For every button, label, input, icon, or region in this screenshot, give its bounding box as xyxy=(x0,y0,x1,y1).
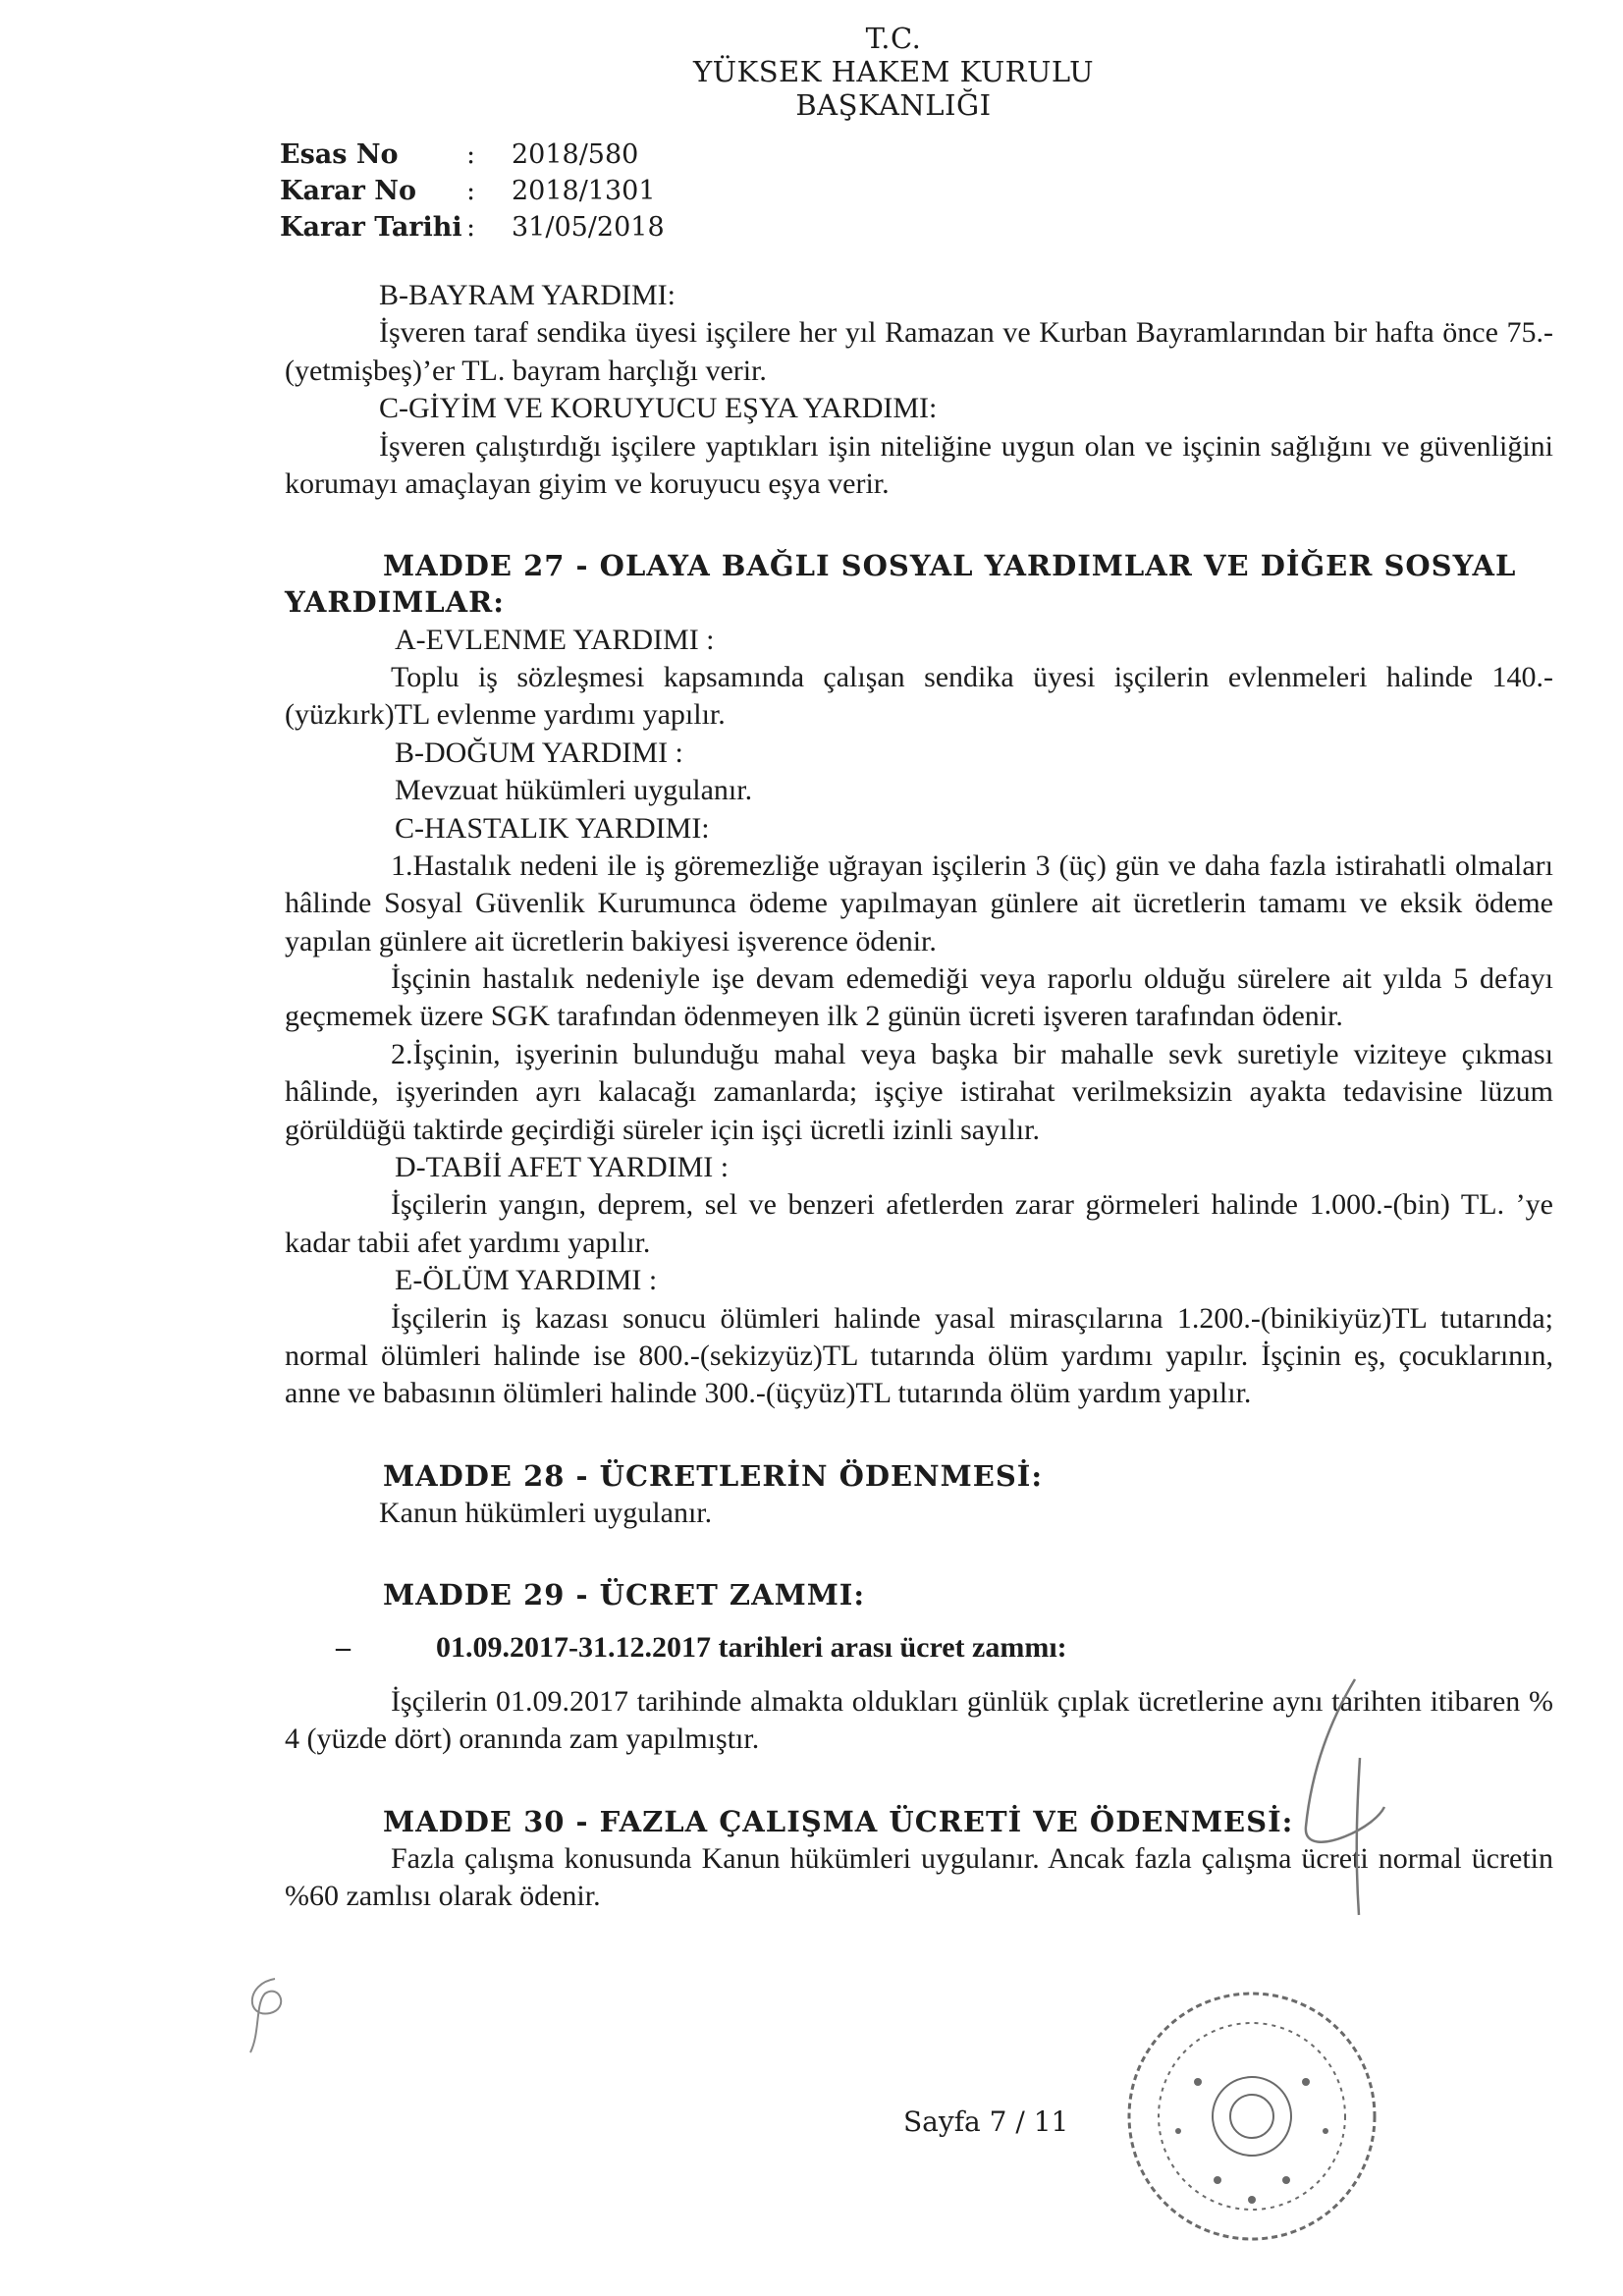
header-tc: T.C. xyxy=(865,22,922,55)
meta-row-karar xyxy=(280,174,665,210)
section-d-tabii-text: İşçilerin yangın, deprem, sel ve benzeri afetlerden zarar görmeleri halinde 1.000.-(bin) TL. ’ye kadar tabii afet yardımı yapılır. xyxy=(285,1188,1553,1259)
madde-29-title: MADDE 29 - ÜCRET ZAMMI: xyxy=(383,1578,866,1613)
section-c-hastalik-title: C-HASTALIK YARDIMI: xyxy=(395,811,710,845)
meta-label: Karar No xyxy=(280,175,416,206)
madde-30-text: Fazla çalışma konusunda Kanun hükümleri uygulanır. Ancak fazla çalışma ücreti normal ücretin %60 zamlısı olarak ödenir. xyxy=(285,1841,1553,1913)
meta-row-tarih xyxy=(280,210,665,246)
meta-label: Karar Tarihi xyxy=(280,211,462,243)
section-b-bayram-title: B-BAYRAM YARDIMI: xyxy=(379,279,676,311)
madde-28-title: MADDE 28 - ÜCRETLERİN ÖDENMESİ: xyxy=(383,1458,1044,1493)
madde-27-title-cont: YARDIMLAR: xyxy=(285,585,505,620)
signature-mark xyxy=(1286,1669,1394,1925)
section-a-evlenme-title: A-EVLENME YARDIMI : xyxy=(395,623,715,656)
section-b-dogum-text: Mevzuat hükümleri uygulanır. xyxy=(395,774,753,807)
madde-29-subheading-text: 01.09.2017-31.12.2017 tarihleri arası ücret zammı: xyxy=(436,1631,1067,1665)
page-number: Sayfa 7 / 11 xyxy=(903,2105,1069,2138)
madde-27-title: MADDE 27 - OLAYA BAĞLI SOSYAL YARDIMLAR VE DİĞER SOSYAL xyxy=(383,549,1517,583)
header-presidency: BAŞKANLIĞI xyxy=(795,88,992,123)
meta-colon: : xyxy=(466,139,476,170)
section-e-olum-title: E-ÖLÜM YARDIMI : xyxy=(395,1264,658,1297)
section-c-hastalik-p2: İşçinin hastalık nedeniyle işe devam edemediği veya raporlu olduğu sürelere ait yılda 5 defayı geçmemek üzere SGK tarafından ödenmeyen ilk 2 günün ücreti işveren tarafından ödenir. xyxy=(285,962,1553,1033)
meta-colon: : xyxy=(466,175,476,206)
section-d-tabii-title: D-TABİİ AFET YARDIMI : xyxy=(395,1151,730,1184)
madde-29-text: İşçilerin 01.09.2017 tarihinde almakta oldukları günlük çıplak ücretlerine aynı tarihten itibaren % 4 (yüzde dört) oranında zam yapılmıştır. xyxy=(285,1684,1553,1756)
section-c-giyim-title: C-GİYİM VE KORUYUCU EŞYA YARDIMI: xyxy=(379,392,938,425)
meta-label: Esas No xyxy=(280,139,399,170)
section-c-hastalik-p1: 1.Hastalık nedeni ile iş göremezliğe uğrayan işçilerin 3 (üç) gün ve daha fazla istirahatli olmaları hâlinde Sosyal Güvenlik Kurumunca ödeme yapılmayan günlere ait ücretlerin tamamı ve eksik ödeme yapılan günlere ait ücretlerin bakiyesi işverence ödenir. xyxy=(285,848,1553,957)
meta-row-esas xyxy=(280,137,665,174)
meta-value: 2018/1301 xyxy=(512,175,656,206)
case-meta xyxy=(280,137,665,246)
section-b-dogum-title: B-DOĞUM YARDIMI : xyxy=(395,736,683,769)
meta-colon: : xyxy=(466,211,476,243)
meta-value: 31/05/2018 xyxy=(512,211,665,243)
header-institution: YÜKSEK HAKEM KURULU xyxy=(692,55,1095,89)
section-b-bayram-text: İşveren taraf sendika üyesi işçilere her yıl Ramazan ve Kurban Bayramlarından bir hafta önce 75.-(yetmişbeş)’er TL. bayram harçlığı verir. xyxy=(285,316,1553,387)
madde-30-title: MADDE 30 - FAZLA ÇALIŞMA ÜCRETİ VE ÖDENMESİ: xyxy=(383,1804,1294,1838)
meta-value: 2018/580 xyxy=(512,139,639,170)
initials-mark xyxy=(236,1974,304,2062)
section-c-hastalik-p3: 2.İşçinin, işyerinin bulunduğu mahal veya başka bir mahalle sevk suretiyle viziteye çıkması hâlinde, işyerinden ayrı kalacağı zamanlarda; işçiye istirahat verilmeksizin ayakta tedavisine lüzum görüldüğü taktirde geçirdiği süreler için işçi ücretli izinli sayılır. xyxy=(285,1037,1553,1146)
official-stamp xyxy=(1109,1974,1394,2259)
madde-29-subheading xyxy=(285,1629,1553,1667)
madde-28-text: Kanun hükümleri uygulanır. xyxy=(379,1496,713,1529)
section-c-giyim-text: İşveren çalıştırdığı işçilere yaptıkları işin niteliğine uygun olan ve işçinin sağlığını ve güvenliğini korumayı amaçlayan giyim ve koruyucu eşya verir. xyxy=(285,429,1553,500)
dash-bullet: – xyxy=(336,1631,351,1665)
section-a-evlenme-text: Toplu iş sözleşmesi kapsamında çalışan sendika üyesi işçilerin evlenmeleri halinde 140.-(yüzkırk)TL evlenme yardımı yapılır. xyxy=(285,660,1553,732)
section-e-olum-text: İşçilerin iş kazası sonucu ölümleri halinde yasal mirasçılarına 1.200.-(binikiyüz)TL tutarında; normal ölümleri halinde ise 800.-(sekizyüz)TL tutarında ölüm yardımı yapılır. İşçinin eş, çocuklarının, anne ve babasının ölümleri halinde 300.-(üçyüz)TL tutarında ölüm yardım yapılır. xyxy=(285,1301,1553,1410)
document-header xyxy=(619,22,1168,123)
